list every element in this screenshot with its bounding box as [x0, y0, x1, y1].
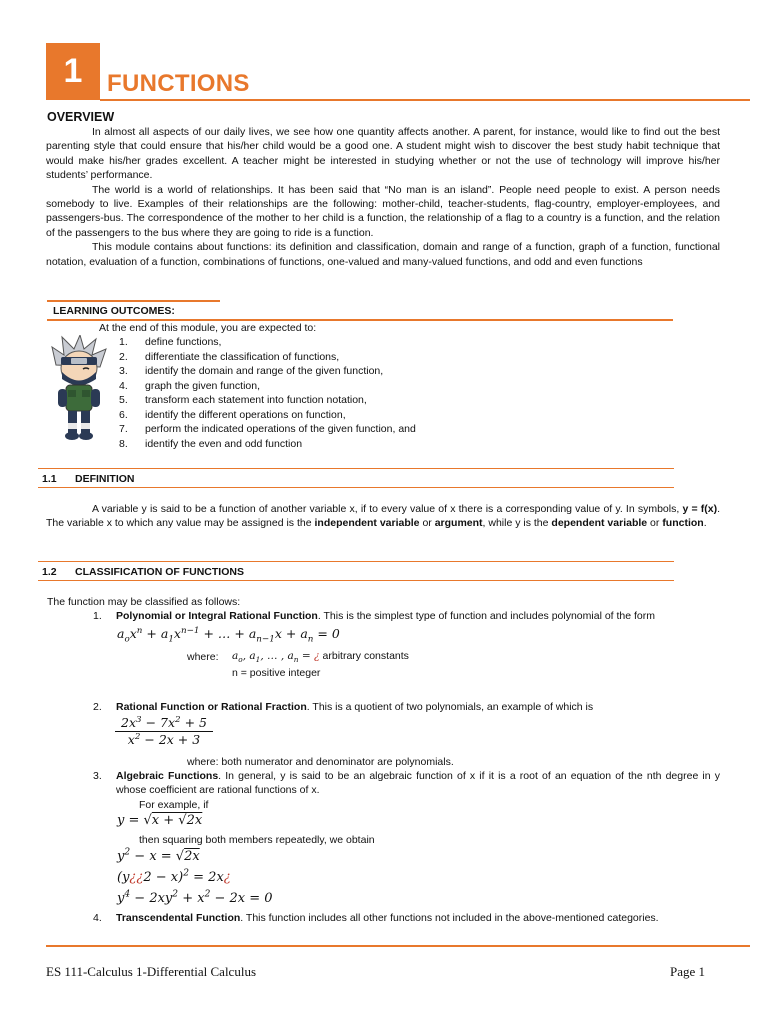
section-number: 1.1	[42, 473, 57, 485]
outcomes-rule-top	[47, 300, 220, 302]
outcomes-heading: LEARNING OUTCOMES:	[53, 305, 175, 317]
list-item: 2. differentiate the classification of functions,	[119, 350, 340, 363]
section-rule-top	[38, 561, 674, 562]
section-rule-bottom	[38, 487, 674, 488]
section-title: DEFINITION	[75, 473, 135, 485]
overview-heading: OVERVIEW	[47, 110, 115, 124]
overview-paragraph: This module contains about functions: its definition and classification, domain and range of a function, graph of a function, functional notation, evaluation of a function, combinations of functions, one-valued and many-valued functions, and odd and even functions	[46, 241, 720, 268]
item-number: 4.	[93, 912, 102, 924]
overview-body	[46, 125, 720, 269]
item-number: 1.	[93, 610, 102, 622]
section-number: 1.2	[42, 566, 57, 578]
overview-paragraph: The world is a world of relationships. It has been said that “No man is an island”. People need people to exist. A person needs somebody to live. Examples of their relationships are the following: mother-child, teacher-students, flag-country, employer-employees, and passengers-bus. The correspondence of the mother to her child is a function, the relationship of a flag to a country is a function, and the relation of the passengers to the bus where they are going to ride is a function.	[46, 183, 720, 239]
ninja-character-illustration	[50, 335, 108, 443]
rational-fraction-formula: $\frac{2x^3 - 7x^2 + 5}{x^2 - 2x + 3}$	[115, 716, 213, 748]
list-item: 8. identify the even and odd function	[119, 437, 303, 450]
footer-rule	[46, 945, 750, 947]
example-text: For example, if	[139, 799, 209, 811]
footer-course: ES 111-Calculus 1-Differential Calculus	[46, 964, 256, 979]
outcomes-intro: At the end of this module, you are expected to:	[99, 322, 317, 334]
overview-paragraph: In almost all aspects of our daily lives, we see how one quantity affects another. A parent, for instance, would like to find out the best parenting style that could ensure that his/her child would be a good one. A student might wish to discover the best study habit technique that would make his/her grades excellent. A teacher might be interested in studying whether or not the use of technology will improve his/her students’ performance.	[46, 126, 720, 182]
section-rule-top	[38, 468, 674, 469]
list-item: 5. transform each statement into function notation,	[119, 394, 367, 406]
list-item: 7. perform the indicated operations of the given function, and	[119, 423, 416, 435]
footer-page-number: Page 1	[670, 964, 706, 979]
rational-where: where: both numerator and denominator are polynomials.	[187, 756, 454, 768]
item-number: 2.	[93, 701, 102, 713]
section-title: CLASSIFICATION OF FUNCTIONS	[75, 566, 244, 578]
list-item: 1. define functions,	[119, 336, 222, 348]
chapter-number-box	[46, 43, 100, 100]
list-item: 6. identify the different operations on function,	[119, 408, 346, 421]
item-transcendental: Transcendental Function. This function includes all other functions not included in the above-mentioned categories.	[116, 912, 659, 924]
definition-paragraph: A variable y is said to be a function of another variable x, if to every value of x there is a corresponding value of y. In symbols, y = f(x). The variable x to which any value may be assigned is the independent variable or argument, while y is the dependent variable or function.	[46, 503, 720, 530]
chapter-title: FUNCTIONS	[107, 70, 250, 97]
chapter-number: 1	[63, 52, 83, 90]
list-item: 4. graph the given function,	[119, 379, 260, 392]
chapter-underline	[100, 99, 750, 101]
squaring-text: then squaring both members repeatedly, we obtain	[139, 834, 375, 846]
algebraic-formula-2: $y^2 - x = √2x$	[117, 847, 200, 864]
algebraic-formula-3: (y¿¿2 − x)$^2$ = 2x¿	[117, 868, 231, 885]
polynomial-formula: $a_ox^n + a_1x^{n-1}$ + … + $a_{n-1}x + a_n = 0$	[117, 625, 340, 645]
item-number: 3.	[93, 770, 102, 782]
where-label: where:	[187, 651, 219, 663]
item-polynomial: Polynomial or Integral Rational Function. This is the simplest type of function and includes polynomial of the form	[116, 610, 656, 622]
outcomes-list	[119, 335, 416, 451]
n-note: n = positive integer	[232, 667, 321, 679]
item-rational: Rational Function or Rational Fraction. This is a quotient of two polynomials, an example of which is	[116, 701, 594, 713]
list-item: 3. identify the domain and range of the given function,	[119, 365, 384, 377]
item-algebraic: Algebraic Functions. In general, y is said to be an algebraic function of x if it is a root of an equation of the nth degree in y whose coefficient are rational functions of x.	[116, 770, 721, 797]
algebraic-formula-1: y = √x + √2x	[117, 813, 203, 828]
classification-intro: The function may be classified as follows:	[47, 596, 241, 608]
section-rule-bottom	[38, 580, 674, 581]
algebraic-formula-4: $y^4 - 2xy^2 + x^2 - 2x = 0$	[117, 889, 273, 906]
constants-line: $a_o$, $a_1$, … , $a_n$ = ¿ arbitrary constants	[232, 650, 409, 665]
